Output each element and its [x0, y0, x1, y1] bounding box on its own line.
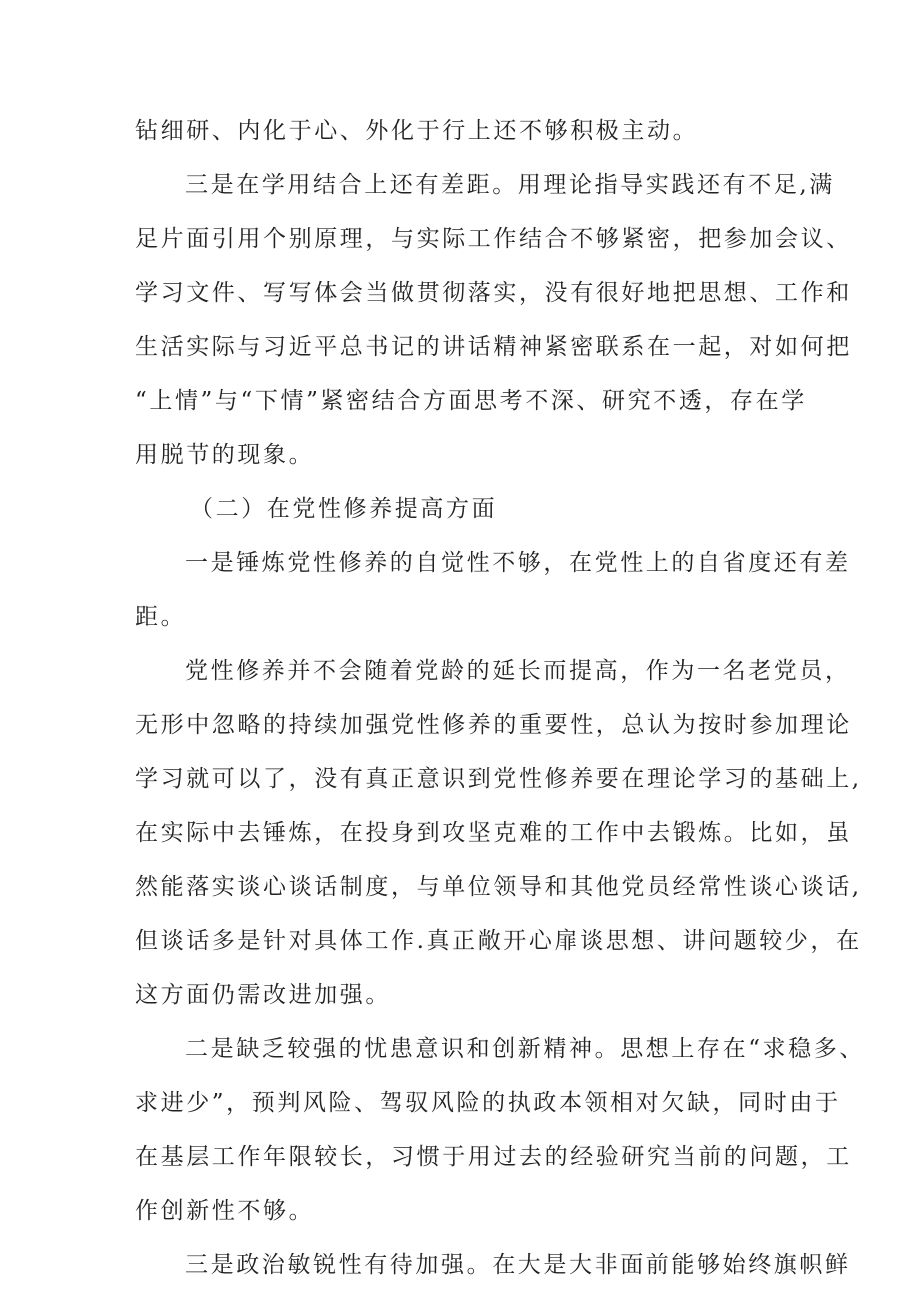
text-line-19: 求进少”，预判风险、驾驭风险的执政本领相对欠缺，同时由于 [135, 1090, 841, 1116]
text-line-1: 钻细研、内化于心、外化于行上还不够积极主动。 [135, 118, 699, 144]
text-line-17: 这方面仍需改进加强。 [135, 982, 391, 1008]
text-line-16: 但谈话多是针对具体工作.真正敞开心扉谈思想、讲问题较少，在 [135, 928, 862, 954]
text-line-20: 在基层工作年限较长，习惯于用过去的经验研究当前的问题，工 [135, 1144, 852, 1170]
text-line-3: 足片面引用个别原理，与实际工作结合不够紧密，把参加会议、 [135, 226, 852, 252]
text-line-5: 生活实际与习近平总书记的讲话精神紧密联系在一起，对如何把 [135, 334, 852, 360]
text-line-13: 学习就可以了，没有真正意识到党性修养要在理论学习的基础上, [135, 766, 862, 792]
text-line-4: 学习文件、写写体会当做贯彻落实，没有很好地把思想、工作和 [135, 280, 852, 306]
text-line-6: “上情”与“下情”紧密结合方面思考不深、研究不透，存在学 [135, 388, 807, 414]
text-line-14: 在实际中去锤炼，在投身到攻坚克难的工作中去锻炼。比如，虽 [135, 820, 852, 846]
text-line-9: 一是锤炼党性修养的自觉性不够，在党性上的自省度还有差 [185, 550, 851, 576]
text-line-7: 用脱节的现象。 [135, 442, 315, 468]
text-line-12: 无形中忽略的持续加强党性修养的重要性，总认为按时参加理论 [135, 712, 852, 738]
section-heading: （二）在党性修养提高方面 [190, 496, 498, 522]
text-line-22: 三是政治敏锐性有待加强。在大是大非面前能够始终旗帜鲜 [185, 1252, 851, 1278]
text-line-2: 三是在学用结合上还有差距。用理论指导实践还有不足,满 [185, 172, 835, 198]
text-line-10: 距。 [135, 604, 187, 630]
text-line-15: 然能落实谈心谈话制度，与单位领导和其他党员经常性谈心谈话, [135, 874, 862, 900]
text-line-11: 党性修养并不会随着党龄的延长而提高，作为一名老党员， [185, 658, 851, 684]
text-line-21: 作创新性不够。 [135, 1198, 315, 1224]
text-line-18: 二是缺乏较强的忧患意识和创新精神。思想上存在“求稳多、 [185, 1036, 865, 1062]
